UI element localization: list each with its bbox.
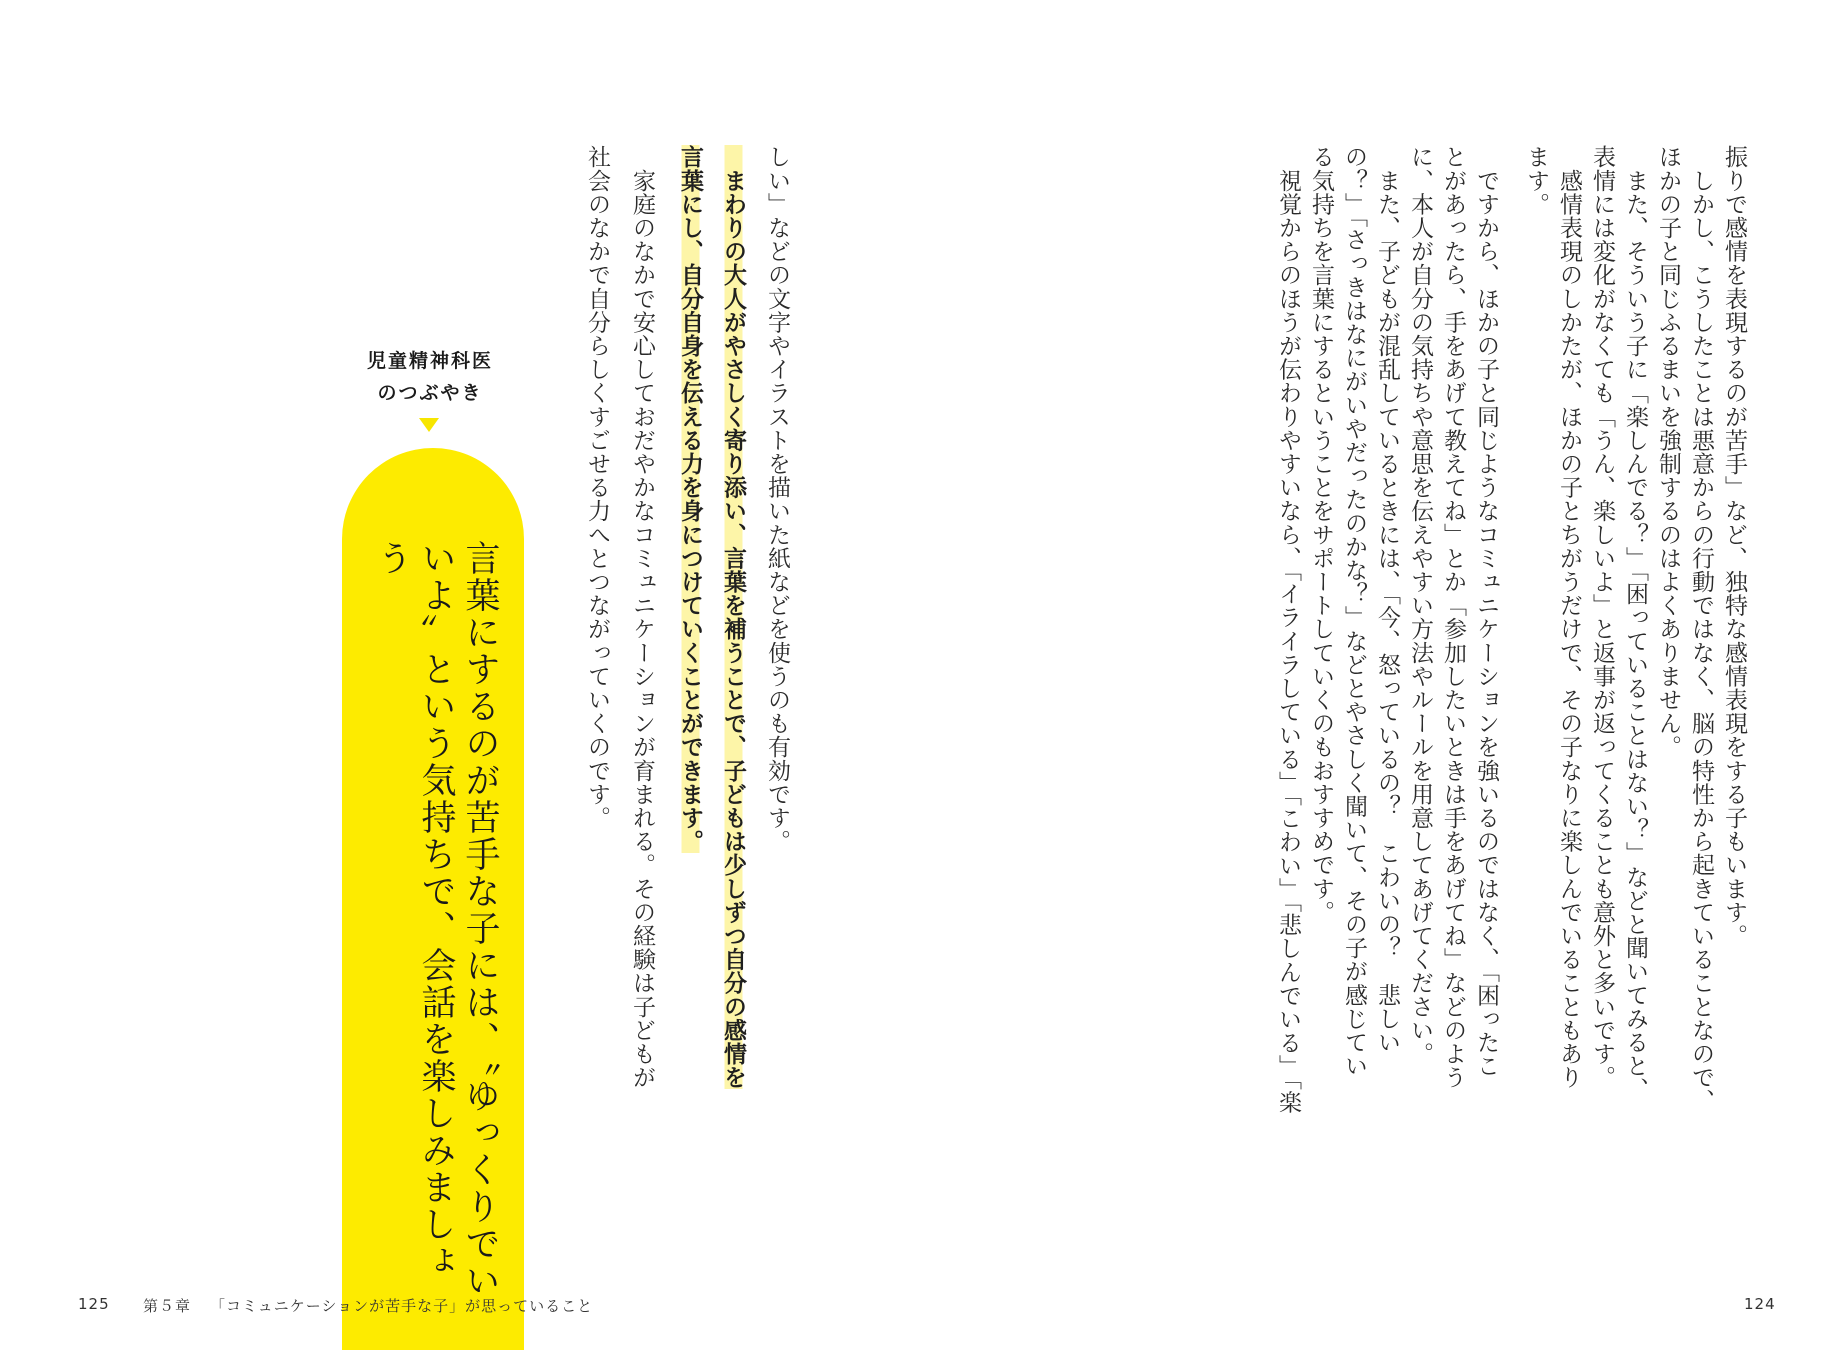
- body-line: に、本人が自分の気持ちや意思を伝えやすい方法やルールを用意してあげてください。: [1407, 145, 1433, 1066]
- tsubuyaki-line: いよ〟という気持ちで、会話を楽しみましょ: [416, 540, 456, 1280]
- tsubuyaki-label: [360, 345, 500, 409]
- body-line: る気持ちを言葉にするということをサポートしていくのもおすすめです。: [1308, 145, 1334, 924]
- body-line: 社会のなかで自分らしくすごせる力へとつながっていくのです。: [584, 145, 610, 830]
- body-line: とがあったら、手をあげて教えてね」とか「参加したいときは手をあげてね」などのよう: [1440, 145, 1466, 1089]
- page-number: 125: [78, 1295, 110, 1313]
- highlighted-line: 言葉にし、自分自身を伝える力を身につけていくことができます。: [677, 145, 704, 853]
- triangle-down-icon: [419, 418, 439, 432]
- tsubuyaki-label-line1: 児童精神科医: [366, 350, 493, 372]
- body-line: しかし、こうしたことは悪意からの行動ではなく、脳の特性から起きていることなので、: [1688, 145, 1714, 1113]
- running-head-chapter: 第５章: [143, 1297, 192, 1315]
- body-line: 家庭のなかで安心しておだやかなコミュニケーションが育まれる。その経験は子どもが: [629, 145, 655, 1089]
- body-line: ですから、ほかの子と同じようなコミュニケーションを強いるのではなく、「困ったこ: [1473, 145, 1499, 1078]
- body-line: また、そういう子に「楽しんでる？」「困っていることはない？」などと聞いてみると、: [1622, 145, 1648, 1102]
- body-line: 振りで感情を表現するのが苦手」など、独特な感情表現をする子もいます。: [1721, 145, 1747, 948]
- body-line: 視覚からのほうが伝わりやすいなら、「イライラしている」「こわい」「悲しんでいる」「楽: [1275, 145, 1301, 1114]
- tsubuyaki-line: う: [372, 540, 412, 577]
- page-number: 124: [1744, 1295, 1776, 1313]
- body-line: ます。: [1523, 145, 1549, 216]
- running-head-title: 「コミュニケーションが苦手な子」が思っていること: [210, 1297, 594, 1315]
- right-page: [919, 0, 1838, 1350]
- body-line: 感情表現のしかたが、ほかの子とちがうだけで、その子なりに楽しんでいることもあり: [1556, 145, 1582, 1089]
- highlighted-line: まわりの大人がやさしく寄り添い、言葉を補うことで、子どもは少しずつ自分の感情を: [720, 145, 747, 1089]
- body-line: ほかの子と同じふるまいを強制するのはよくありません。: [1655, 145, 1681, 759]
- body-line: しい」などの文字やイラストを描いた紙などを使うのも有効です。: [764, 145, 790, 853]
- tsubuyaki-line: 言葉にするのが苦手な子には、〝ゆっくりでい: [460, 540, 500, 1300]
- body-line: の？」「さっきはなにがいやだったのかな？」などとやさしく聞いて、その子が感じてい: [1341, 145, 1367, 1078]
- tsubuyaki-label-line2: のつぶやき: [377, 382, 483, 404]
- body-line: また、子どもが混乱しているときには、「今、怒っているの？ こわいの？ 悲しい: [1374, 145, 1400, 1054]
- body-line: 表情には変化がなくても「うん、楽しいよ」と返事が返ってくることも意外と多いです。: [1589, 145, 1615, 1089]
